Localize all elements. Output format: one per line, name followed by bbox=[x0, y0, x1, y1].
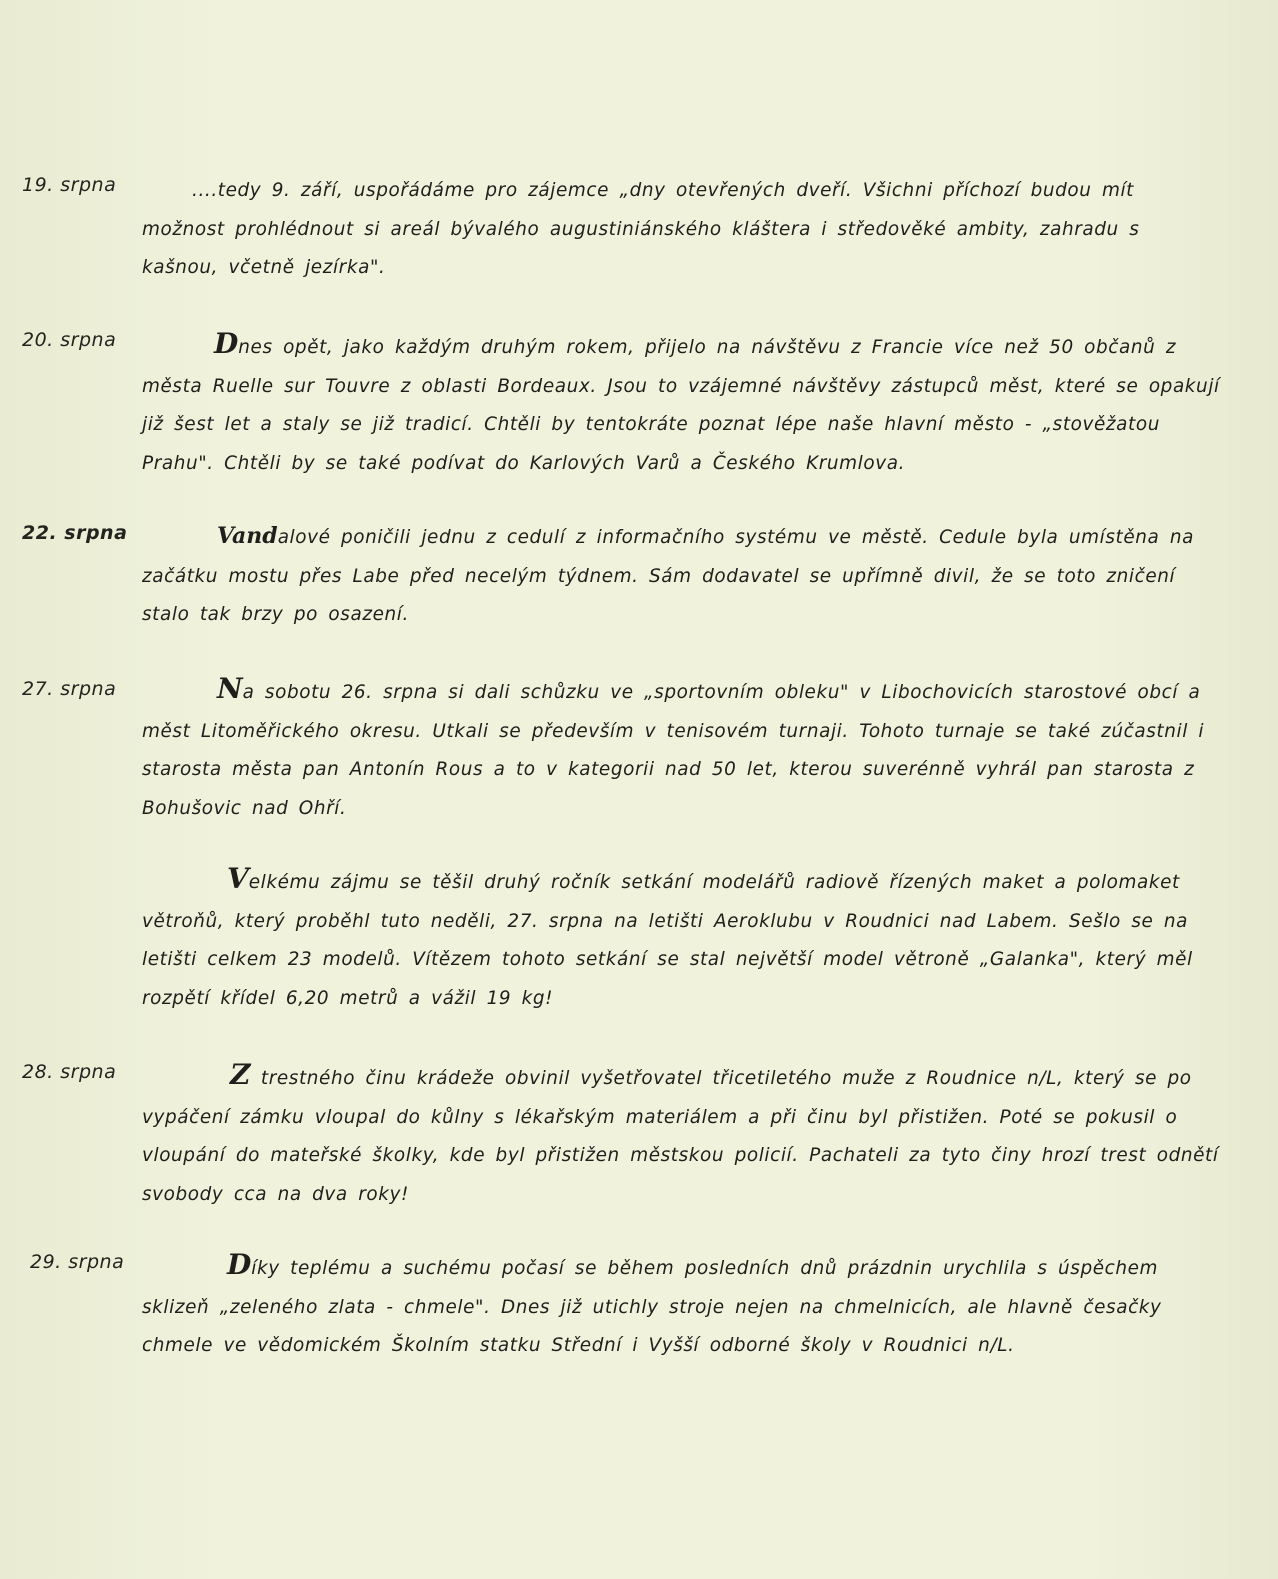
entry-text bbox=[142, 860, 1222, 1018]
entry-text bbox=[142, 325, 1222, 483]
entry-date: 20. srpna bbox=[22, 329, 117, 351]
entry-date: 22. srpna bbox=[22, 522, 128, 544]
entry-initial: V bbox=[227, 862, 249, 895]
entry-body: trestného činu krádeže obvinil vyšetřovatel třicetiletého muže z Roudnice n/L, který se po vypáčení zámku vloupal do kůlny s lékařským materiálem a při činu byl přistižen. Poté se pokusil o vloupání do mateřské školky, kde byl přistižen městskou policií. Pachateli za tyto činy hrozí trest odnětí svobody cca na dva roky! bbox=[142, 1068, 1219, 1205]
entry-date: 27. srpna bbox=[22, 678, 117, 700]
entry-text bbox=[142, 172, 1222, 288]
entry-body: elkému zájmu se těšil druhý ročník setkání modelářů radiově řízených maket a polomaket větroňů, který proběhl tuto neděli, 27. srpna na letišti Aeroklubu v Roudnici nad Labem. Sešlo se na letišti celkem 23 modelů. Vítězem tohoto setkání se stal největší model větroně „Galanka", který měl rozpětí křídel 6,20 metrů a vážil 19 kg! bbox=[142, 872, 1193, 1009]
entry-text bbox=[142, 1246, 1222, 1366]
entry-initial: N bbox=[217, 672, 243, 705]
entry-body: nes opět, jako každým druhým rokem, přijelo na návštěvu z Francie více než 50 občanů z města Ruelle sur Touvre z oblasti Bordeaux. Jsou to vzájemné návštěvy zástupců měst, které se opakují již šest let a staly se již tradicí. Chtěli by tentokráte poznat lépe naše hlavní město - „stověžatou Prahu". Chtěli by se také podívat do Karlových Varů a Českého Krumlova. bbox=[142, 337, 1220, 474]
entry-text bbox=[142, 1056, 1222, 1214]
entry-initial: Z bbox=[230, 1058, 251, 1091]
entry-initial: Vand bbox=[217, 523, 278, 549]
entry-body: íky teplému a suchému počasí se během posledních dnů prázdnin urychlila s úspěchem sklizeň „zeleného zlata - chmele". Dnes již utichly stroje nejen na chmelnicích, ale hlavně česačky chmele ve vědomickém Školním statku Střední i Vyšší odborné školy v Roudnici n/L. bbox=[142, 1258, 1162, 1357]
entry-date: 29. srpna bbox=[30, 1251, 125, 1273]
entry-text bbox=[142, 670, 1222, 828]
entry-body: ....tedy 9. září, uspořádáme pro zájemce „dny otevřených dveří. Všichni příchozí budou mít možnost prohlédnout si areál bývalého augustiniánského kláštera i středověké ambity, zahradu s kašnou, včetně jezírka". bbox=[142, 180, 1140, 279]
entry-body: alové poničili jednu z cedulí z informačního systému ve městě. Cedule byla umístěna na začátku mostu přes Labe před necelým týdnem. Sám dodavatel se upřímně divil, že se toto zničení stalo tak brzy po osazení. bbox=[142, 527, 1194, 626]
entry-initial: D bbox=[214, 327, 239, 360]
entry-initial: D bbox=[227, 1248, 252, 1281]
entry-text bbox=[142, 517, 1222, 635]
entry-date: 28. srpna bbox=[22, 1061, 117, 1083]
entry-date: 19. srpna bbox=[22, 174, 117, 196]
entry-body: a sobotu 26. srpna si dali schůzku ve „sportovním obleku" v Libochovicích starostové obcí a měst Litoměřického okresu. Utkali se především v tenisovém turnaji. Tohoto turnaje se také zúčastnil i starosta města pan Antonín Rous a to v kategorii nad 50 let, kterou suverénně vyhrál pan starosta z Bohušovic nad Ohří. bbox=[142, 682, 1205, 819]
